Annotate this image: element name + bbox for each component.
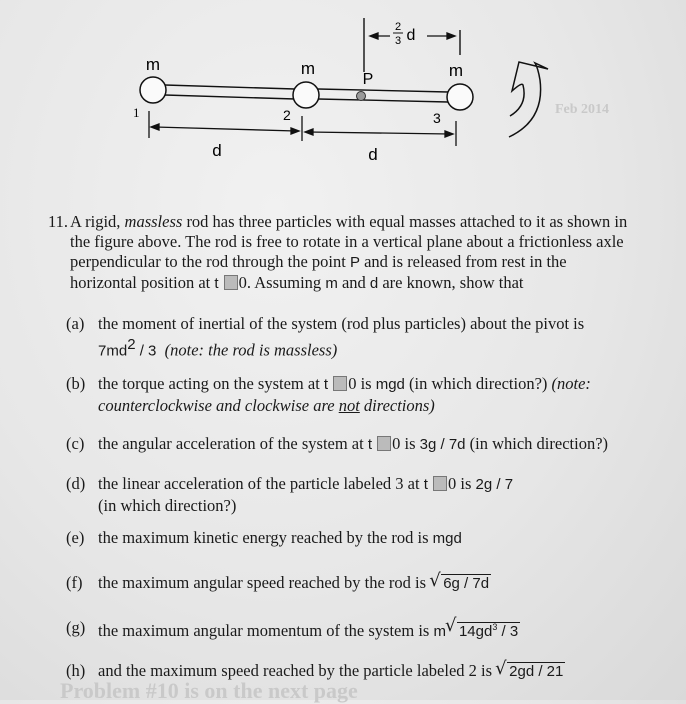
svg-text:3: 3 — [433, 110, 441, 126]
svg-text:m: m — [145, 55, 161, 74]
part-f: (f) the maximum angular speed reached by the rod is √ 6g / 7d — [66, 572, 626, 594]
svg-text:P: P — [362, 71, 374, 88]
part-c: (c) the angular acceleration of the system at t 0 is 3g / 7d (in which direction?) — [66, 434, 609, 453]
part-h: (h) and the maximum speed reached by the particle labeled 2 is √ 2gd / 21 — [66, 660, 626, 682]
particle-1 — [140, 77, 166, 103]
particle-2 — [293, 82, 319, 108]
bleed-through-footer: Problem #10 is on the next page — [60, 678, 358, 703]
svg-text:3: 3 — [394, 35, 402, 47]
missing-glyph-box — [377, 436, 391, 451]
problem-statement: A rigid, massless rod has three particles with equal masses attached to it as shown in the figure above. The rod is free to rotate in a vertical plane about a frictionless axle perpendicular to the rod through the point P and is released from rest in the horizontal position at t 0. Assuming m and d are known, show that — [70, 212, 628, 292]
rod-diagram — [0, 0, 686, 200]
particle-3 — [447, 84, 473, 110]
square-root-icon: √ 6g / 7d — [430, 572, 491, 594]
part-e: (e) the maximum kinetic energy reached by the rod is mgd — [66, 528, 462, 547]
svg-text:m: m — [300, 59, 316, 78]
svg-text:2: 2 — [394, 21, 402, 33]
missing-glyph-box — [433, 476, 447, 491]
svg-text:1: 1 — [133, 105, 140, 120]
pivot-point — [357, 92, 366, 101]
svg-text:2: 2 — [283, 107, 291, 123]
svg-text:d: d — [368, 145, 378, 164]
problem-number: 11. — [48, 212, 69, 231]
counterclockwise-arrow-icon — [509, 62, 548, 137]
part-g: (g) the maximum angular momentum of the system is m √ $14gd^3 / 3$ — [66, 617, 626, 642]
square-root-icon: √ $14gd^3 / 3$ — [446, 617, 520, 642]
svg-text:d: d — [212, 141, 222, 160]
part-d: (d) the linear acceleration of the particle labeled 3 at t 0 is 2g / 7 (in which direction?) — [66, 474, 514, 515]
svg-text:d: d — [406, 27, 416, 44]
part-a: (a) the moment of inertial of the system (rod plus particles) about the pivot is $7md^2 / 3$ (note: the rod is massless) — [66, 314, 585, 360]
svg-text:m: m — [448, 61, 464, 80]
missing-glyph-box — [333, 376, 347, 391]
problem-11 — [48, 212, 628, 294]
part-b: (b) the torque acting on the system at t 0 is mgd (in which direction?) (note: counterclockwise and clockwise are not directions) — [66, 374, 591, 415]
missing-glyph-box — [224, 275, 238, 290]
bleed-through-date: Feb 2014 — [555, 102, 610, 117]
square-root-icon: √ 2gd / 21 — [496, 660, 565, 682]
